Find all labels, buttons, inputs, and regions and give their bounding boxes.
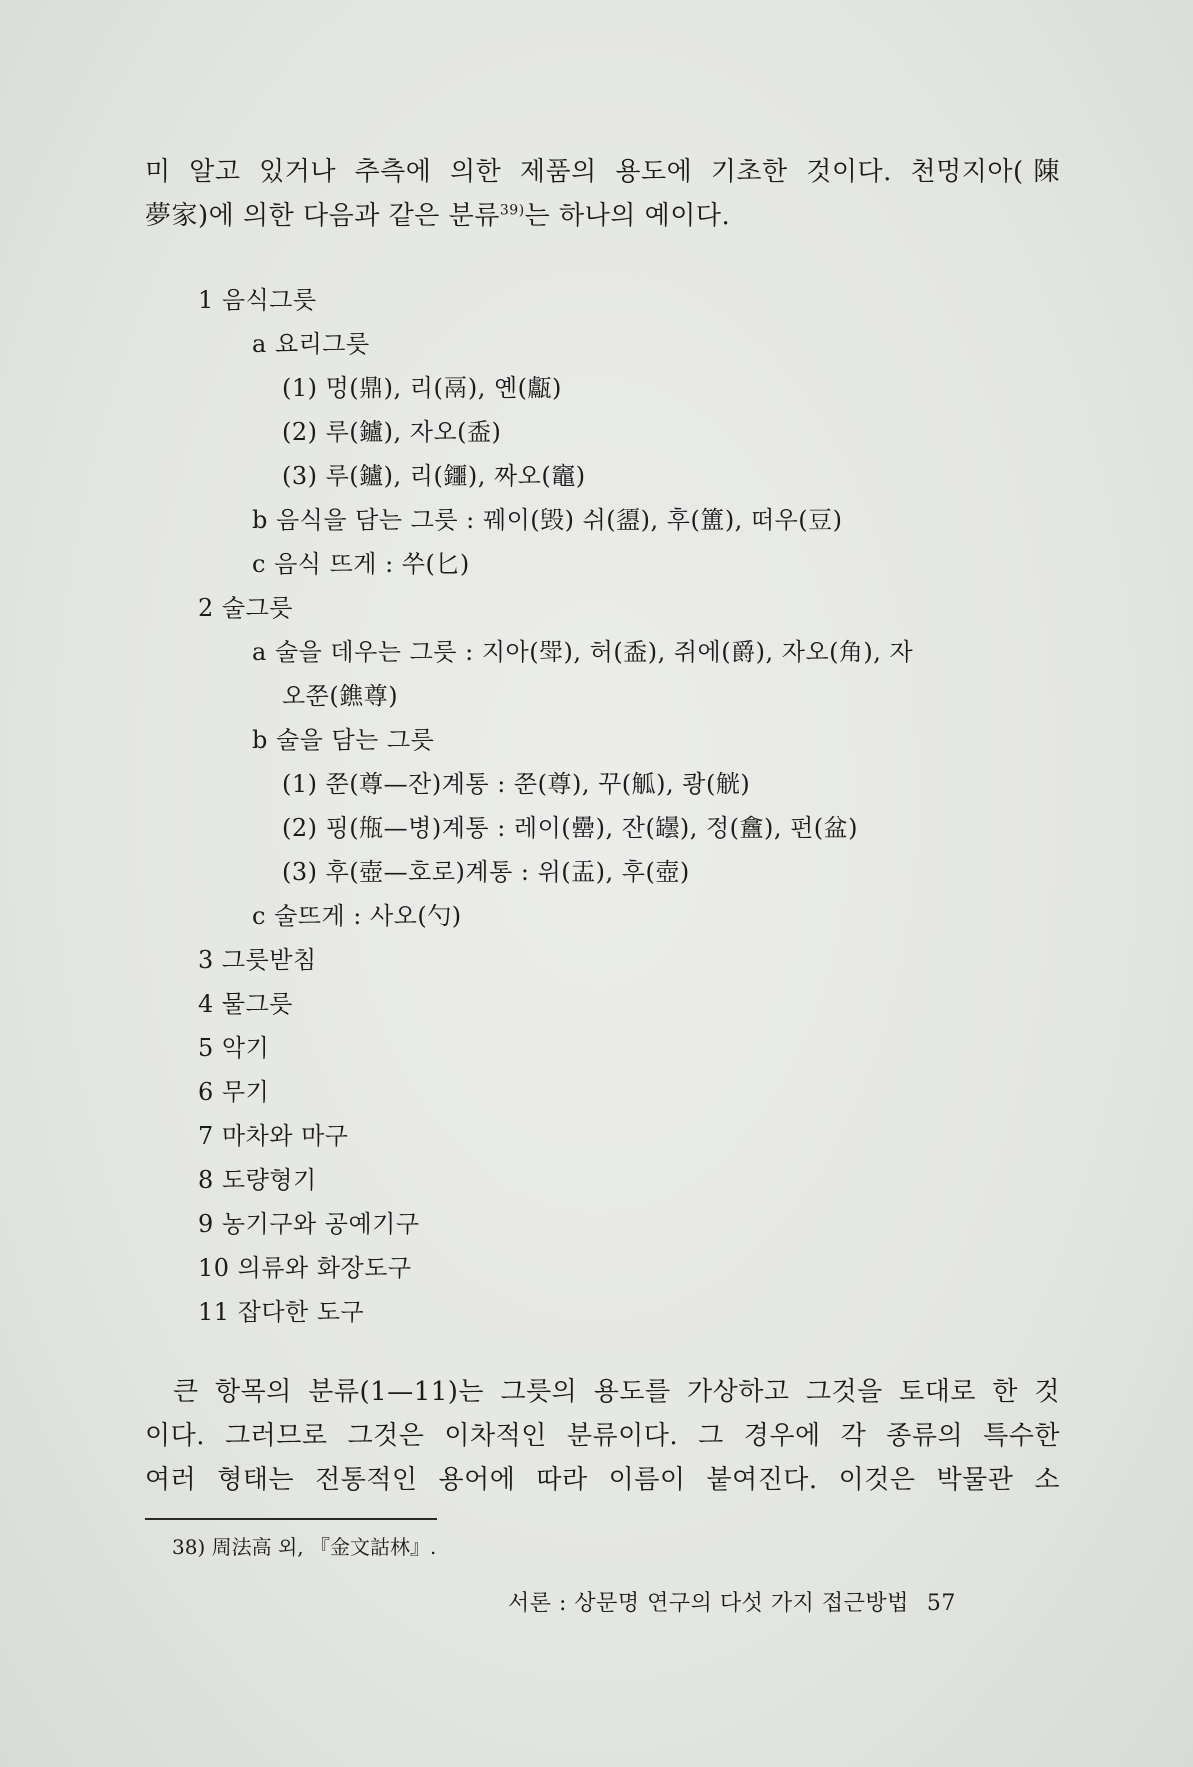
footnote: 38) 周法高 외, 『金文詁林』. [172,1535,437,1559]
outline-item: b 음식을 담는 그릇 : 꿰이(毁) 쉬(盨), 후(簠), 떠우(豆) [252,506,843,534]
outline-item: 11 잡다한 도구 [198,1298,365,1326]
intro-line-2 [145,194,1060,238]
outline-item: 4 물그릇 [198,990,293,1018]
outline-item: 8 도량형기 [198,1166,317,1194]
outline-item: c 음식 뜨게 : 쑤(匕) [252,550,470,578]
closing-line-2: 이다. 그러므로 그것은 이차적인 분류이다. 그 경우에 각 종류의 특수한 [145,1421,1060,1451]
intro-line-1: 미 알고 있거나 추측에 의한 제품의 용도에 기초한 것이다. 천멍지아(陳 [145,157,1060,187]
outline-item: 6 무기 [198,1078,270,1106]
outline-item: 1 음식그릇 [198,286,317,314]
footer-title: 서론 : 상문명 연구의 다섯 가지 접근방법 [508,1591,909,1616]
outline-item: 7 마차와 마구 [198,1122,349,1150]
outline-item: 5 악기 [198,1034,270,1062]
intro-line-2-main: 夢家)에 의한 다음과 같은 분류 [145,201,500,231]
closing-paragraph [145,1370,1060,1502]
outline-item: (2) 루(鑪), 자오(盉) [282,418,502,446]
outline-item: (1) 쭌(尊—잔)계통 : 쭌(尊), 꾸(觚), 쾅(觥) [282,770,751,798]
footnote-divider [145,1518,437,1520]
outline-item: a 술을 데우는 그릇 : 지아(斝), 허(盉), 쥐에(爵), 자오(角), 자 [252,638,914,666]
outline-item: (1) 멍(鼎), 리(鬲), 옌(甗) [282,374,562,402]
outline-item: 10 의류와 화장도구 [198,1254,412,1282]
outline-item: (2) 핑(甁—병)계통 : 레이(罍), 잔(罎), 정(盫), 펀(盆) [282,814,859,842]
intro-line-2-rest: 는 하나의 예이다. [524,201,731,231]
outline-item: (3) 후(壺—호로)계통 : 위(盂), 후(壺) [282,858,690,886]
intro-paragraph [145,150,1060,238]
outline-item: (3) 루(鑪), 리(鑩), 짜오(竈) [282,462,586,490]
closing-line-3: 여러 형태는 전통적인 용어에 따라 이름이 붙여진다. 이것은 박물관 소 [145,1465,1060,1495]
outline-item: 2 술그릇 [198,594,293,622]
outline-item: 3 그릇받침 [198,946,317,974]
outline-item: 9 농기구와 공예기구 [198,1210,420,1238]
footnote-ref: 39) [499,202,525,219]
closing-line-1: 큰 항목의 분류(1—11)는 그릇의 용도를 가상하고 그것을 토대로 한 것 [173,1377,1060,1407]
outline-item: c 술뜨게 : 사오(勺) [252,902,462,930]
page-number: 57 [926,1591,956,1616]
outline-item: 오쭌(鐎尊) [282,682,399,710]
outline-item: a 요리그릇 [252,330,370,358]
outline-item: b 술을 담는 그릇 [252,726,435,754]
running-footer [508,1588,956,1620]
